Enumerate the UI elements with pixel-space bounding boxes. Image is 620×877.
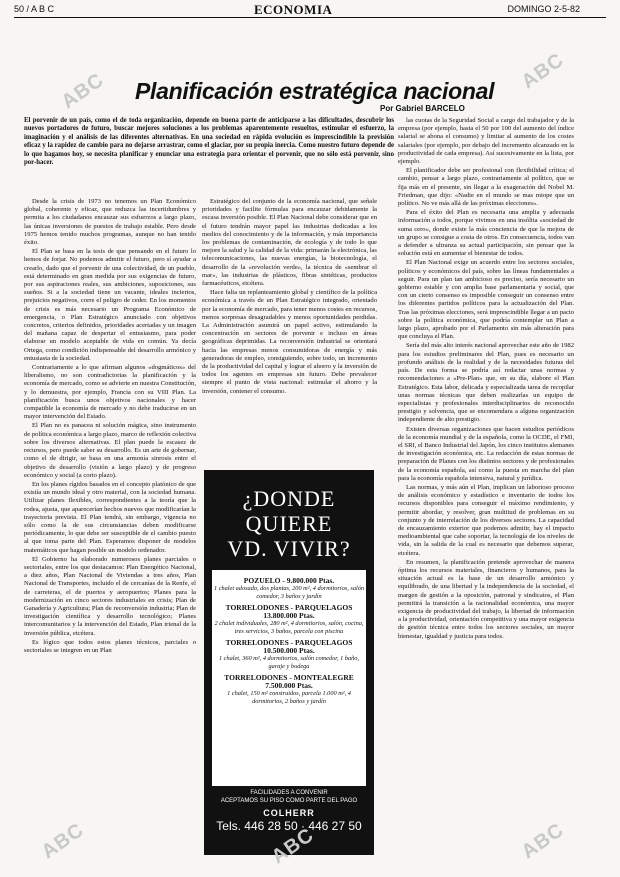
paragraph: Las normas, y más aún el Plan, implican un laborioso proceso de análisis económico y estadístico e inventario de todos los recursos disponibles para conseguir el máximo rendimiento, y permitir abordar, y resolver, gran multitud de problemas en su conjunto y de interrelación de los diversos sectores. La capacidad de encauzamiento exterior que podemos admitir, hay el impacto medioambiental que cabe soportar, la tecnología de los niveles de vida, sin la salida de la cual es necesario que debemos superar, etcétera. xyxy=(398,483,574,557)
ad-listings xyxy=(212,570,366,786)
paragraph: Desde la crisis de 1973 no tenemos un Plan Económico global, coherente y eficaz, que reduzca las incertidumbres y permita a los ciudadanos encauzar sus esfuerzos a largo plazo, las únicas inversiones de puestos de trabajo estable. Pero desde 1975 hemos tenido muchos programas, aunque no han tenido éxito. xyxy=(24,198,196,247)
abc-watermark: ABC xyxy=(517,818,569,864)
ad-footer: FACILIDADES A CONVENIR ACEPTAMOS SU PISO COMO PARTE DEL PAGO COLHERR Tels. 446 28 50 · 446 27 50 xyxy=(204,790,374,830)
page-number: 50 / A B C xyxy=(14,4,55,14)
ad-brand: COLHERR xyxy=(263,808,315,818)
paragraph: En resumen, la planificación pretende aprovechar de manera óptima los recursos materiales, financieros y humanos, para la situación actual es la base de un desarrollo armónico y equilibrado, de una libertad y la independencia de la sociedad, el margen de gestión a la oposición, patronal y sindicatos, el Plan permitirá la transición a la racionalidad económica, una mayor exigencia de productividad del trabajo, la libertad de información a la productividad, orientación competitiva y una mayor exigencia de gestión técnica entre todos los sectores sociales, un mayor bienestar, igualdad y justicia para todos. xyxy=(398,558,574,640)
header-rule xyxy=(14,17,606,18)
abc-watermark: ABC xyxy=(267,823,319,869)
article-lead: El porvenir de un país, como el de toda organización, depende en buena parte de anticiparse a las dificultades, descubrir los nuevos portadores de futuro, buscar mejores soluciones a los problemas aparentemente resueltos, estimular el esfuerzo, la imaginación y el análisis de las diferentes alternativas. En una sociedad en rápida evolución es imprescindible la previsión eficaz y la rapidez de cambio para no dejarse arrastrar, como el glaciar, por su propia inercia. Como nuestro futuro depende de lo que hagamos hoy, se necesita planificar y enunciar una estrategia para orientar el porvenir, que no sólo está porvenir, sino por-hacer. xyxy=(24,117,394,167)
paragraph: Estratégico del conjunto de la economía nacional, que señale prioridades y facilite fórmulas para encauzar debidamente la escasa inversión posible. El Plan Nacional debe considerar que en el futuro tendrán mayor papel las industrias dedicadas a los medios del conocimiento y de la información, y más importancia los problemas de contaminación, de ecología y de todo lo que mejore la salud y la calidad de la vida: primarán la electrónica, las telecomunicaciones, las nuevas energías, la biotecnología, el desarrollo de la «revolución verde», la técnica de «sembrar el mar», las industrias de plásticos, fibras sintéticas, productos farmacéuticos, etcétera. xyxy=(202,198,377,288)
abc-watermark: ABC xyxy=(57,68,109,114)
paragraph: El planificador debe ser profesional con flexibilidad crítica; el cambio, pensar a largo plazo, contrariamente al político, que se fija más en el presente, sin llegar a la exageración del Nobel M. Friedman, que dijo: «Nadie en el mundo se mas miope que un político. No ve más allá de las próximas elecciones». xyxy=(398,167,574,208)
abc-watermark: ABC xyxy=(517,48,569,94)
paragraph: Contrariamente a lo que afirman algunos «dogmáticos» del liberalismo, no son contradictorias la planificación y la economía de mercado, como se advierte en nuestra Constitución, y lo demuestra, por ejemplo, Francia con su VIII Plan. La planificación busca unos objetivos nacionales y hacer compatible la economía de mercado y no debe traducirse en un mayor intervención del Estado. xyxy=(24,364,196,421)
article-column-1 xyxy=(24,198,196,853)
paragraph: Para el éxito del Plan es necesaria una amplia y adecuada información a todos, porque vivimos en una insólita «sociedad de suma cero», donde existe la más conciencia de que la mejora de un grupo se consigue a costa de otros. En consecuencia, todos van a defender a ultranza su actual participación, sin pensar que la solución está en aumentar el bienestar de todos. xyxy=(398,209,574,258)
ad-listing: POZUELO - 9.800.000 Ptas. 1 chalet adosado, dos plantas, 200 m², 4 dormitorios, salón comedor, 3 baños y jardín xyxy=(213,576,365,600)
section-title: ECONOMIA xyxy=(254,2,333,17)
paragraph: El Plan no es panacea ni solución mágica, sino instrumento de política económica a largo plazo, marco de reflexión colectiva sobre los diversos alternativas. El plan puede la escasez de recursos, pero puede saber su desarrollo. Es un arte de gobernar, como el de dirigir, se basa en una armonía sinrosis entre el objetivo de desarrollo (visión a largo plazo) y de progreso económico y social (a corto plazo). xyxy=(24,422,196,479)
paragraph: Es lógico que todos estos planes técnicos, parciales o sectoriales se integren en un Plan xyxy=(24,638,196,654)
article-column-3 xyxy=(398,117,574,853)
ad-listing: TORRELODONES - PARQUELAGOS 13.800.000 Ptas. 2 chalet individuales, 280 m², 4 dormitorios, salón, cocina, tres servicios, 3 baños, parcela con piscina xyxy=(214,603,364,635)
ad-listing: TORRELODONES - PARQUELAGOS 10.500.000 Ptas. 1 chalet, 360 m², 4 dormitorios, salón comedor, 1 baño, garaje y bodega xyxy=(218,638,360,670)
issue-date: DOMINGO 2-5-82 xyxy=(507,4,580,14)
real-estate-advertisement xyxy=(204,470,374,855)
article-column-2 xyxy=(202,198,377,456)
paragraph: Hace falta un replanteamiento global y científico de la política económica a través de un Plan Estratégico integrado, orientado por la economía de mercado, para tener menos costes en recursos, menos sorpresas desagradables y menos oportunidades perdidas. La Administración asumirá un papel activo, estimulando la concentración en sectores de porvenir e incluso en áreas geográficas deprimidas. La reconversión industrial se orientará hacia las empresas menos consumidoras de energía y más generadoras de empleo, consiguiendo, sobre todo, un incremento de la productividad del capital y lograr el ahorro y la inversión de todos los agentes en empresas sin futuro. Debe prevalecer siempre el punto de vista nacional: estimular el ahorro y la inversión, contener el consumo. xyxy=(202,289,377,395)
article-headline: Planificación estratégica nacional xyxy=(135,78,495,104)
abc-watermark: ABC xyxy=(37,818,89,864)
paragraph: El Gobierno ha elaborado numerosos planes parciales o sectoriales, entre los que destacamos: Plan Energético Nacional, a diez años, Plan Nacional de Viviendas a tres años, Plan Nacional de Transportes, incluido el de cercanías de la Renfe, el de carreteras, el de puertos y aeropuertos; Planes para la modernización en cinco sectores industriales en crisis; Plan de Ganadería y Agricultura; Plan de reconversión industria; Plan de investigación científica y desarrollo tecnológico; Planes intercomunitarios y la intervención del Estado, Plan trienal de la inversión pública, etcétera. xyxy=(24,555,196,637)
paragraph: El Plan Nacional exige un acuerdo entre los sectores sociales, políticos y económicos del país, sobre las líneas fundamentales a seguir. Para un plan tan ambicioso es preciso, sería necesario un gobierno estable y con amplia base parlamentaria y social, que con un cierto consenso es imposible conseguir un consenso entre los diferentes partidos políticos para la actualización del Plan. Tras las próximas elecciones, será imprescindible llegar a un pacto sobre la política económica, que podría contemplar un Plan a largo plazo, aprobado por el Parlamento sin más alteración para que concluya el Plan. xyxy=(398,259,574,341)
paragraph: Sería del más alto interés nacional aprovechar este año de 1982 para los estudios preliminares del Plan, pues es necesario un profundo análisis de la realidad y de la necesidades futuras del país. De esta forma se podría así redactar unas normas y recomendaciones a «Pre-Plan» que, en su día, elabore el Plan Estratégico. Esta labor, delicada y especializada tarea de recopilar unas normas técnicas que deben realizarlas un equipo de especialistas y profesionales interdisciplinarios de reconocido prestigio y solvencia, que se encomendara a alguna organización independiente de alto prestigio. xyxy=(398,342,574,424)
paragraph: El Plan se basa en la tesis de que pensando en el futuro lo hemos de forjar. No podemos admitir el futuro, pero sí ayudar a crearlo, dado que el porvenir de una colectividad, de un pueblo, está determinado en gran medida por sus exigencias de futuro, por sus aspiraciones reales, sus ambiciones, suposiciones, sus sueños. Si a la sociedad tiene un vacante, ideales inciertos, prejuicios negativos, corre el peligro de ceder. En los momentos de crisis es más necesario un Programa Económico de emergencia, o Plan Estratégico anunciado con objetivos concretos, criterios definidos, prioridades acertadas y un imagen del mañana capaz de despertar el entusiasmo, para poder elaborar un modelo aceptable de vida en común. Ya decía Ortega, como condición indispensable del desarrollo armónico y entusiasta de la sociedad. xyxy=(24,248,196,362)
paragraph: En los planes rígidos basados en el concepto platónico de que existía un mundo ideal y otro material, con la sociedad humana. Utilizar planes flexibles, correspondientes a la teoría que la rodea, ajusta, que aparecerían hechos nuevos que modificarían la trayectoria prevista. El Plan tendrá, sin embargo, vigencia no sólo como la de sus circunstancias deben modificarse periódicamente, lo que debe ser susceptible de el cambio puesto al que toma parte del Plan. Esperamos disponer de modelos matemáticos que hagan posible un modelo ordenador. xyxy=(24,480,196,554)
article-byline: Por Gabriel BARCELO xyxy=(380,104,465,113)
paragraph: las cuotas de la Seguridad Social a cargo del trabajador y de la empresa (por ejemplo, hasta el 50 por 100 del aumento del índice salarial se abona el consumo) y limitar al aumento de los costes salariales (por ejemplo, por debajo del incremento alcanzado en la productividad de cada empresa). Así sucesivamente en la lista, por ejemplo. xyxy=(398,117,574,166)
ad-headline: ¿DONDE QUIERE VD. VIVIR? xyxy=(227,486,351,561)
ad-phones: Tels. 446 28 50 · 446 27 50 xyxy=(216,818,362,833)
paragraph: Existen diversas organizaciones que hacen estudios periódicos de la economía mundial y de la española, como la OCDE, el FMI, el SRI, el Banco Industrial del Japón, los cinco institutos alemanes de investigación económica, etc. La redacción de estas normas de preparación de Planes con los distintos sectores y de profesionales de la economía española, así como la puesta en marcha del plan para la economía española intensiva, natural y jurídica. xyxy=(398,425,574,482)
ad-listing: TORRELODONES - MONTEALEGRE 7.500.000 Ptas. 1 chalet, 150 m² construidos, parcela 1.000 m², 4 dormitorios, 2 baños y jardín xyxy=(224,673,354,705)
